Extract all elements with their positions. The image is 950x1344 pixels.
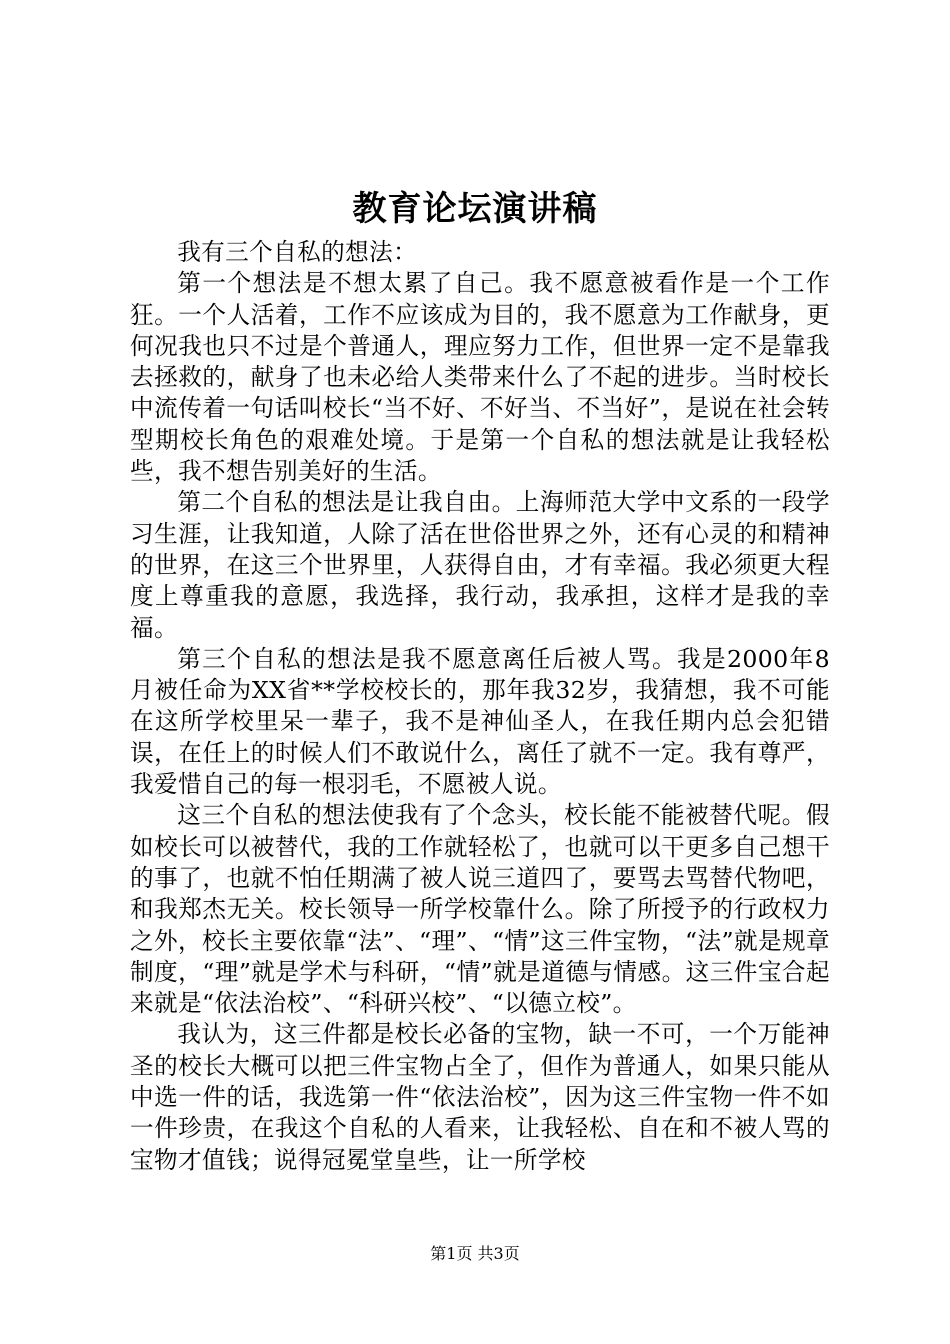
page-footer: 第1页 共3页 [430, 1244, 520, 1263]
paragraph-second-idea: 第二个自私的想法是让我自由。上海师范大学中文系的一段学习生涯，让我知道，人除了活在世俗世界之外，还有心灵的和精神的世界，在这三个世界里，人获得自由，才有幸福。我必须更大程度上尊重我的意愿，我选择，我行动，我承担，这样才是我的幸福。 [130, 488, 830, 642]
document-body [130, 237, 830, 1176]
paragraph-choice: 我认为，这三件都是校长必备的宝物，缺一不可，一个万能神圣的校长大概可以把三件宝物占全了，但作为普通人，如果只能从中选一件的话，我选第一件“依法治校”，因为这三件宝物一件不如一件珍贵，在我这个自私的人看来，让我轻松、自在和不被人骂的宝物才值钱；说得冠冕堂皇些，让一所学校 [130, 1020, 830, 1174]
document-title: 教育论坛演讲稿 [352, 189, 598, 229]
paragraph-intro: 我有三个自私的想法： [177, 238, 418, 266]
paragraph-replacement: 这三个自私的想法使我有了个念头，校长能不能被替代呢。假如校长可以被替代，我的工作就轻松了，也就可以干更多自己想干的事了，也就不怕任期满了被人说三道四了，要骂去骂替代物吧，和我郑杰无关。校长领导一所学校靠什么。除了所授予的行政权力之外，校长主要依靠“法”、“理”、“情”这三件宝物，“法”就是规章制度，“理”就是学术与科研，“情”就是道德与情感。这三件宝合起来就是“依法治校”、“科研兴校”、“以德立校”。 [130, 801, 830, 1018]
paragraph-third-idea: 第三个自私的想法是我不愿意离任后被人骂。我是2000年8月被任命为XX省**学校校长的，那年我32岁，我猜想，我不可能在这所学校里呆一辈子，我不是神仙圣人，在我任期内总会犯错误，在任上的时候人们不敢说什么，离任了就不一定。我有尊严，我爱惜自己的每一根羽毛，不愿被人说。 [130, 644, 830, 799]
paragraph-first-idea: 第一个想法是不想太累了自己。我不愿意被看作是一个工作狂。一个人活着，工作不应该成为目的，我不愿意为工作献身，更何况我也只不过是个普通人，理应努力工作，但世界一定不是靠我去拯救的，献身了也未必给人类带来什么了不起的进步。当时校长中流传着一句话叫校长“当不好、不好当、不当好”，是说在社会转型期校长角色的艰难处境。于是第一个自私的想法就是让我轻松些，我不想告别美好的生活。 [130, 269, 830, 486]
